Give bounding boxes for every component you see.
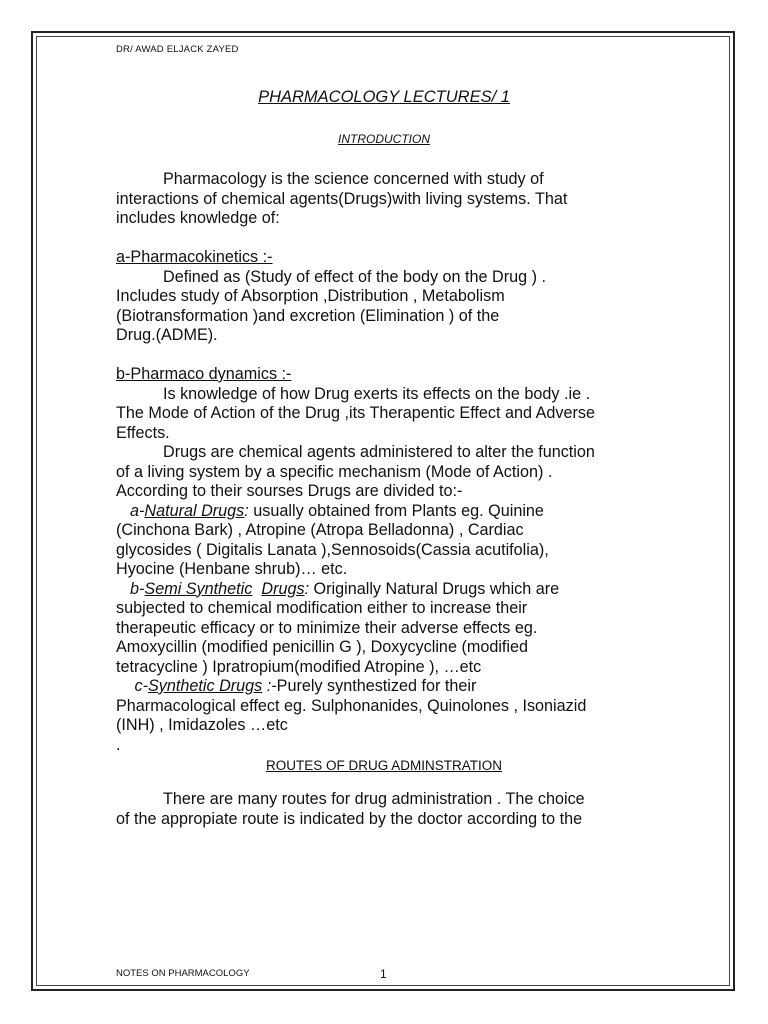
text-line: Drug.(ADME). [116, 326, 218, 344]
text-line: glycosides ( Digitalis Lanata ),Sennosoids(Cassia acutifolia), [116, 540, 549, 559]
routes-paragraph [116, 790, 656, 829]
text-line: Includes study of Absorption ,Distribution , Metabolism [116, 287, 505, 305]
natural-drugs-line: a-Natural Drugs: usually obtained from Plants eg. Quinine [130, 501, 544, 520]
page-header-author: DR/ AWAD ELJACK ZAYED [116, 44, 239, 55]
section-heading-routes: ROUTES OF DRUG ADMINSTRATION [265, 758, 502, 773]
text-line: There are many routes for drug administration . The choice [163, 790, 585, 808]
text-line: Amoxycillin (modified penicillin G ), Doxycycline (modified [116, 638, 529, 656]
label-semi-synthetic: Semi Synthetic [144, 579, 253, 598]
text-line: of the appropiate route is indicated by the doctor according to the [116, 809, 583, 828]
text-line: interactions of chemical agents(Drugs)with living systems. That [116, 189, 568, 208]
text-line: Effects. [116, 423, 170, 442]
list-marker: a- [130, 501, 145, 520]
text-line: tetracycline ) Ipratropium(modified Atropine ), …etc [116, 657, 482, 676]
text-line: Pharmacological effect eg. Sulphonanides, Quinolones , Isoniazid [116, 696, 587, 715]
heading-pharmacokinetics: a-Pharmacokinetics :- [116, 248, 273, 266]
document-title: PHARMACOLOGY LECTURES/ 1 [258, 88, 510, 106]
text-line: (INH) , Imidazoles …etc [116, 716, 288, 734]
text-line: of a living system by a specific mechanism (Mode of Action) . [116, 462, 553, 481]
section-heading-introduction: INTRODUCTION [338, 132, 430, 146]
list-marker: b- [130, 579, 145, 598]
label-drugs: Drugs [261, 579, 305, 598]
paragraph-definition [116, 170, 656, 190]
text-line: . [116, 735, 121, 754]
text-line: therapeutic efficacy or to minimize their adverse effects eg. [116, 618, 538, 637]
text-line: (Cinchona Bark) , Atropine (Atropa Belladonna) , Cardiac [116, 521, 524, 539]
text-line: Pharmacology is the science concerned with study of [163, 170, 544, 188]
text-line: Defined as (Study of effect of the body on the Drug ) . [163, 267, 547, 286]
text-line: The Mode of Action of the Drug ,its Therapentic Effect and Adverse [116, 404, 596, 422]
page-footer-label: NOTES ON PHARMACOLOGY [116, 968, 250, 979]
text-line: includes knowledge of: [116, 209, 280, 227]
text-line: (Biotransformation )and excretion (Elimination ) of the [116, 306, 500, 325]
text-line: Drugs are chemical agents administered to alter the function [163, 443, 595, 461]
text-line: Is knowledge of how Drug exerts its effects on the body .ie . [163, 384, 591, 403]
text-line: According to their sourses Drugs are divided to:- [116, 482, 463, 500]
synthetic-drugs-line: c-Synthetic Drugs :-Purely synthestized for their [134, 677, 477, 695]
label-natural-drugs: Natural Drugs [144, 501, 245, 520]
list-marker: c- [134, 677, 148, 695]
page-number: 1 [380, 967, 387, 981]
label-synthetic-drugs: Synthetic Drugs [147, 677, 263, 695]
semi-synthetic-drugs-line: b-Semi Synthetic Drugs: Originally Natural Drugs which are [130, 579, 560, 598]
text-line: subjected to chemical modification either to increase their [116, 599, 528, 617]
document-body [116, 170, 656, 755]
heading-pharmacodynamics: b-Pharmaco dynamics :- [116, 365, 292, 383]
text-line: Hyocine (Henbane shrub)… etc. [116, 560, 348, 578]
